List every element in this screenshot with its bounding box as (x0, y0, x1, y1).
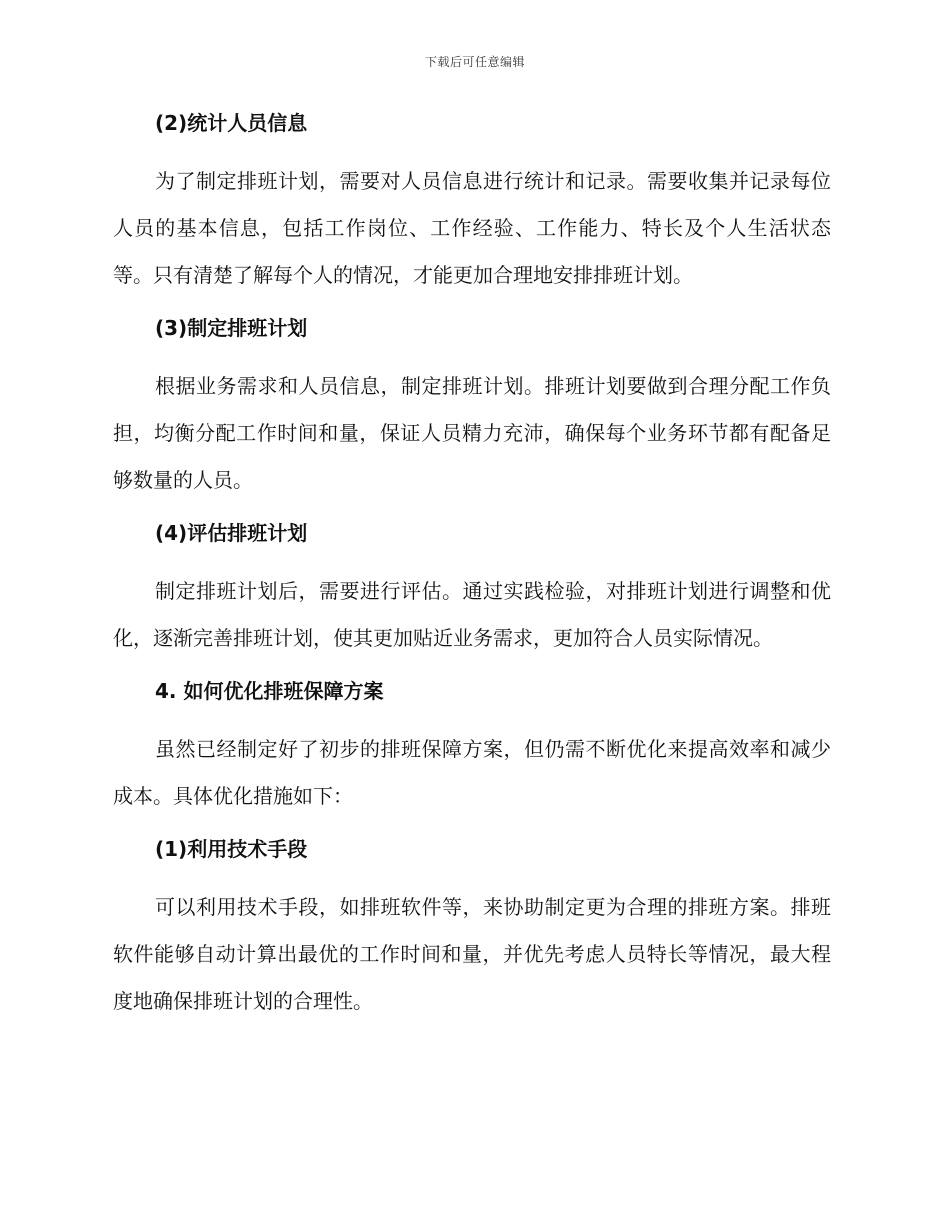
page-header: 下载后可任意编辑 (424, 55, 525, 69)
document-body (113, 108, 831, 1039)
section-heading-evaluate-schedule: (4)评估排班计划 (155, 521, 308, 545)
section-heading-optimize-plan: 4. 如何优化排班保障方案 (155, 679, 384, 703)
paragraph-personnel-info: 为了制定排班计划，需要对人员信息进行统计和记录。需要收集并记录每位人员的基本信息，包括工作岗位、工作经验、工作能力、特长及个人生活状态等。只有清楚了解每个人的情况，才能更加合理地安排排班计划。 (113, 169, 831, 287)
paragraph-optimize-plan: 虽然已经制定好了初步的排班保障方案，但仍需不断优化来提高效率和减少成本。具体优化措施如下： (113, 737, 831, 808)
paragraph-evaluate-schedule: 制定排班计划后，需要进行评估。通过实践检验，对排班计划进行调整和优化，逐渐完善排班计划，使其更加贴近业务需求，更加符合人员实际情况。 (113, 579, 831, 650)
section-heading-make-schedule: (3)制定排班计划 (155, 316, 308, 340)
section-heading-personnel-info: (2)统计人员信息 (155, 111, 308, 135)
section-heading-use-technology: (1)利用技术手段 (155, 837, 308, 861)
paragraph-use-technology: 可以利用技术手段，如排班软件等，来协助制定更为合理的排班方案。排班软件能够自动计算出最优的工作时间和量，并优先考虑人员特长等情况，最大程度地确保排班计划的合理性。 (113, 895, 831, 1013)
paragraph-make-schedule: 根据业务需求和人员信息，制定排班计划。排班计划要做到合理分配工作负担，均衡分配工作时间和量，保证人员精力充沛，确保每个业务环节都有配备足够数量的人员。 (113, 374, 831, 492)
